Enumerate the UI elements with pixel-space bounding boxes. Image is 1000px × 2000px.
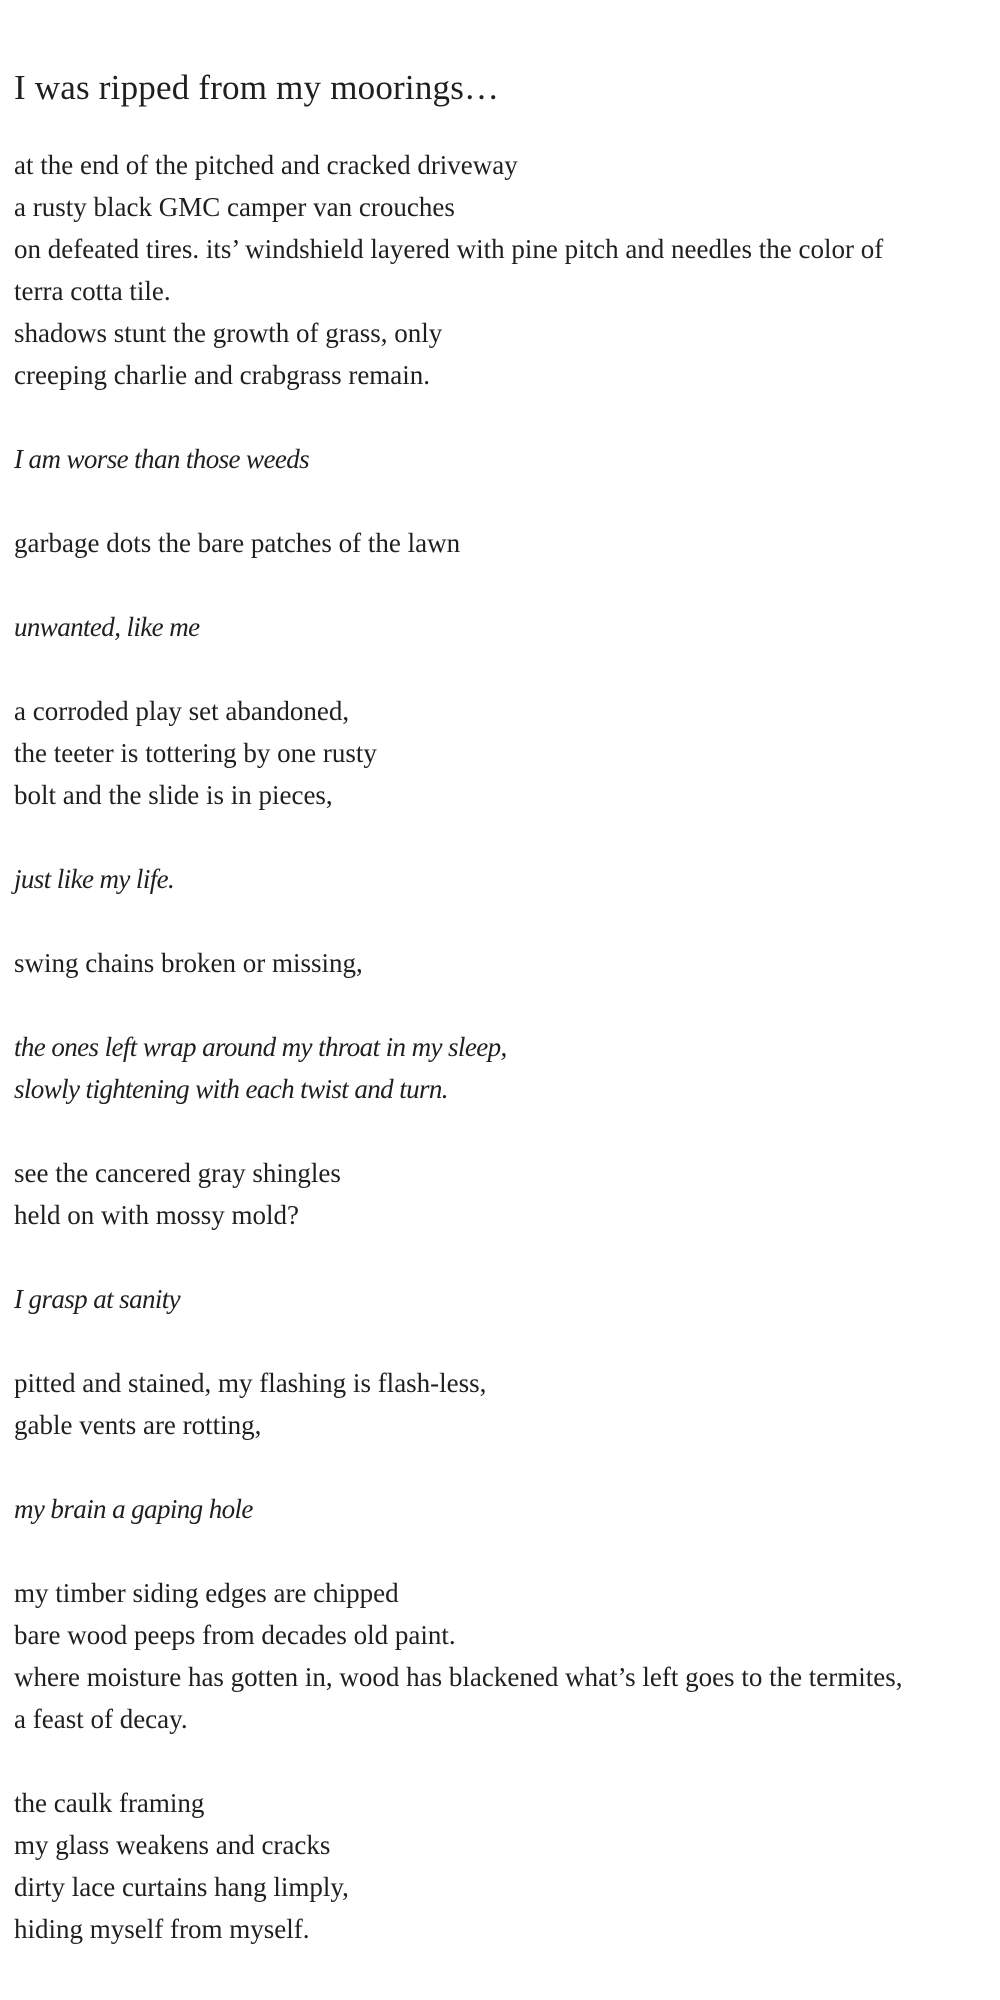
italic-stanza <box>14 438 1000 480</box>
poem-line: shadows stunt the growth of grass, only <box>14 318 443 348</box>
italic-stanza <box>14 1026 1000 1110</box>
poem-line: just like my life. <box>14 864 175 894</box>
poem-line: a feast of decay. <box>14 1704 188 1734</box>
poem-line: at the end of the pitched and cracked driveway <box>14 150 518 180</box>
poem-line: the ones left wrap around my throat in my sleep, <box>14 1032 507 1062</box>
poem-line: terra cotta tile. <box>14 276 171 306</box>
stanza <box>14 144 1000 396</box>
stanza <box>14 1362 1000 1446</box>
poem-line: a rusty black GMC camper van crouches <box>14 192 455 222</box>
stanza <box>14 1572 1000 1740</box>
stanza <box>14 690 1000 816</box>
poem-line: creeping charlie and crabgrass remain. <box>14 360 431 390</box>
poem-line: bare wood peeps from decades old paint. <box>14 1620 456 1650</box>
poem-line: bolt and the slide is in pieces, <box>14 780 333 810</box>
poem-line: slowly tightening with each twist and turn. <box>14 1074 448 1104</box>
stanza <box>14 942 1000 984</box>
poem-line: hiding myself from myself. <box>14 1914 310 1944</box>
poem-line: gable vents are rotting, <box>14 1410 262 1440</box>
poem-line: where moisture has gotten in, wood has blackened what’s left goes to the termites, <box>14 1662 903 1692</box>
stanza <box>14 1152 1000 1236</box>
poem-line: my brain a gaping hole <box>14 1494 253 1524</box>
poem-body <box>14 144 1000 1950</box>
italic-stanza <box>14 858 1000 900</box>
poem-line: dirty lace curtains hang limply, <box>14 1872 349 1902</box>
poem-line: see the cancered gray shingles <box>14 1158 341 1188</box>
stanza <box>14 522 1000 564</box>
poem-line: unwanted, like me <box>14 612 200 642</box>
poem-line: pitted and stained, my flashing is flash-less, <box>14 1368 487 1398</box>
poem-line: held on with mossy mold? <box>14 1200 299 1230</box>
italic-stanza <box>14 1278 1000 1320</box>
poem-line: the teeter is tottering by one rusty <box>14 738 377 768</box>
poem-line: garbage dots the bare patches of the lawn <box>14 528 461 558</box>
poem-title: I was ripped from my moorings… <box>14 68 500 107</box>
italic-stanza <box>14 606 1000 648</box>
poem-line: a corroded play set abandoned, <box>14 696 350 726</box>
poem-line: I grasp at sanity <box>14 1284 181 1314</box>
poem-line: my glass weakens and cracks <box>14 1830 331 1860</box>
poem-line: swing chains broken or missing, <box>14 948 363 978</box>
italic-stanza <box>14 1488 1000 1530</box>
poem-page <box>14 62 1000 1992</box>
poem-line: my timber siding edges are chipped <box>14 1578 399 1608</box>
poem-line: on defeated tires. its’ windshield layered with pine pitch and needles the color of <box>14 234 884 264</box>
stanza <box>14 1782 1000 1950</box>
poem-line: the caulk framing <box>14 1788 205 1818</box>
poem-line: I am worse than those weeds <box>14 444 310 474</box>
